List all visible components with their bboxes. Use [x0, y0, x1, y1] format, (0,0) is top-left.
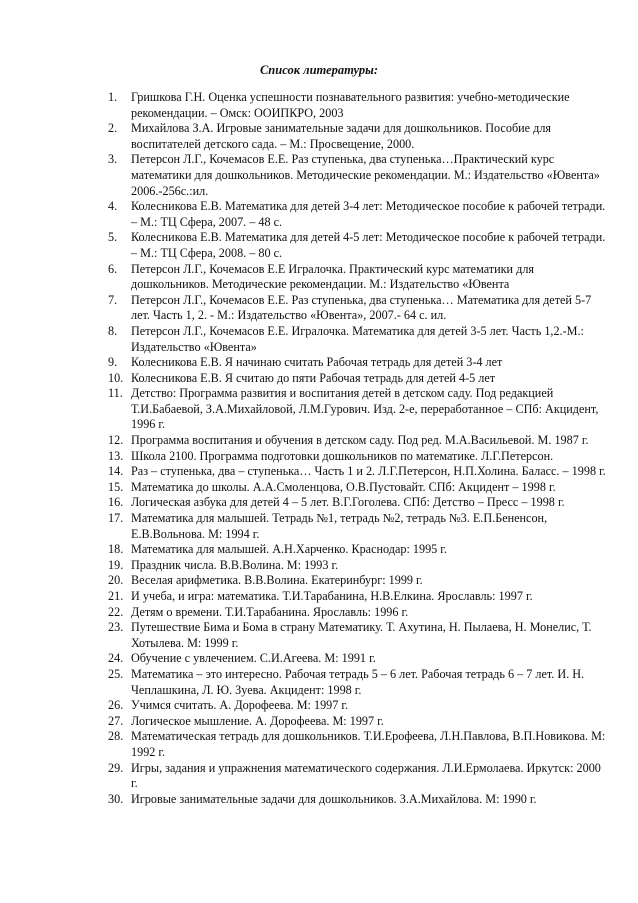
reference-text: Логическое мышление. А. Дорофеева. М: 1997 г.: [131, 713, 384, 728]
reference-text: Школа 2100. Программа подготовки дошкольников по математике. Л.Г.Петерсон.: [131, 448, 554, 463]
reference-text: Обучение с увлечением. С.И.Агеева. М: 1991 г.: [131, 651, 376, 666]
reference-text: Программа воспитания и обучения в детском саду. Под ред. М.А.Васильевой. М. 1987 г.: [131, 433, 589, 448]
reference-number: 18.: [108, 542, 124, 557]
reference-number: 8.: [108, 323, 118, 338]
reference-number: 11.: [108, 386, 123, 401]
reference-number: 9.: [108, 355, 118, 370]
reference-text: Математическая тетрадь для дошкольников. Т.И.Ерофеева, Л.Н.Павлова, В.П.Новикова. М: 1992 г.: [131, 729, 606, 759]
reference-number: 16.: [108, 495, 124, 510]
reference-number: 15.: [108, 479, 124, 494]
reference-item: [108, 293, 608, 324]
reference-item: [108, 698, 608, 714]
reference-number: 24.: [108, 651, 124, 666]
reference-item: [108, 495, 608, 511]
reference-number: 25.: [108, 666, 124, 681]
reference-text: Математика до школы. А.А.Смоленцова, О.В.Пустовайт. СПб: Акцидент – 1998 г.: [131, 479, 556, 494]
reference-number: 3.: [108, 152, 118, 167]
reference-item: [108, 573, 608, 589]
reference-number: 22.: [108, 604, 124, 619]
reference-text: Математика – это интересно. Рабочая тетрадь 5 – 6 лет. Рабочая тетрадь 6 – 7 лет. И. Н. Чеплашкина, Л. Ю. Зуева. Акцидент: 1998 г.: [131, 666, 585, 697]
reference-number: 30.: [108, 791, 124, 806]
reference-number: 12.: [108, 433, 124, 448]
reference-number: 5.: [108, 230, 118, 245]
page-title: Список литературы:: [259, 63, 379, 77]
reference-item: [108, 449, 608, 465]
reference-text: Праздник числа. В.В.Волина. М: 1993 г.: [131, 557, 339, 572]
reference-item: [108, 324, 608, 355]
reference-item: [108, 355, 608, 371]
reference-item: [108, 714, 608, 730]
reference-number: 1.: [108, 90, 118, 104]
reference-text: Петерсон Л.Г., Кочемасов Е.Е. Раз ступенька, два ступенька… Математика для детей 5-7 лет. Часть 1, 2. - М.: Издательство «Ювента», 2007.- 64 с. ил.: [131, 292, 592, 323]
reference-item: [108, 464, 608, 480]
reference-item: [108, 121, 608, 152]
reference-text: Колесникова Е.В. Я начинаю считать Рабочая тетрадь для детей 3-4 лет: [131, 355, 503, 370]
reference-number: 27.: [108, 713, 124, 728]
reference-text: Математика для малышей. А.Н.Харченко. Краснодар: 1995 г.: [131, 542, 447, 557]
reference-number: 19.: [108, 557, 124, 572]
reference-item: [108, 433, 608, 449]
reference-text: Веселая арифметика. В.В.Волина. Екатеринбург: 1999 г.: [131, 573, 423, 588]
reference-number: 29.: [108, 760, 124, 775]
reference-item: [108, 371, 608, 387]
reference-text: Колесникова Е.В. Я считаю до пяти Рабочая тетрадь для детей 4-5 лет: [131, 370, 496, 385]
reference-item: [108, 262, 608, 293]
reference-text: Колесникова Е.В. Математика для детей 3-4 лет: Методическое пособие к рабочей тетради. – М.: ТЦ Сфера, 2007. – 48 с.: [131, 199, 606, 229]
reference-item: [108, 589, 608, 605]
reference-item: [108, 199, 608, 230]
reference-text: Колесникова Е.В. Математика для детей 4-5 лет: Методическое пособие к рабочей тетради. – М.: ТЦ Сфера, 2008. – 80 с.: [131, 230, 606, 260]
reference-text: Детство: Программа развития и воспитания детей в детском саду. Под редакцией Т.И.Бабаевой, З.А.Михайловой, Л.М.Гурович. Изд. 2-е, переработанное – СПб: Акцидент, 1996 г.: [131, 386, 599, 432]
reference-item: [108, 558, 608, 574]
reference-text: Михайлова З.А. Игровые занимательные задачи для дошкольников. Пособие для воспитателей детского сада. – М.: Просвещение, 2000.: [131, 121, 552, 151]
reference-number: 23.: [108, 620, 124, 635]
reference-text: Петерсон Л.Г., Кочемасов Е.Е. Игралочка. Математика для детей 3-5 лет. Часть 1,2.-М.: Издательство «Ювента»: [131, 323, 584, 354]
reference-number: 7.: [108, 292, 118, 307]
reference-item: [108, 230, 608, 261]
reference-text: Гришкова Г.Н. Оценка успешности познавательного развития: учебно-методические рекомендации. – Омск: ООИПКРО, 2003: [131, 90, 570, 120]
reference-number: 21.: [108, 589, 124, 603]
reference-text: Игры, задания и упражнения математического содержания. Л.И.Ермолаева. Иркутск: 2000 г.: [131, 760, 601, 791]
reference-number: 6.: [108, 261, 118, 276]
reference-item: [108, 729, 608, 760]
reference-item: [108, 511, 608, 542]
reference-number: 26.: [108, 698, 124, 713]
reference-number: 2.: [108, 121, 118, 136]
reference-text: Раз – ступенька, два – ступенька… Часть 1 и 2. Л.Г.Петерсон, Н.П.Холина. Баласс. – 1998 г.: [131, 464, 606, 479]
reference-number: 4.: [108, 199, 118, 214]
reference-item: [108, 386, 608, 433]
reference-number: 14.: [108, 464, 124, 479]
reference-text: Петерсон Л.Г., Кочемасов Е.Е Игралочка. Практический курс математики для дошкольников. Методические рекомендации. М.: Издательство «Ювента: [131, 261, 535, 292]
reference-item: [108, 792, 608, 808]
reference-list: [108, 90, 608, 807]
reference-item: [108, 480, 608, 496]
reference-text: Логическая азбука для детей 4 – 5 лет. В.Г.Гоголева. СПб: Детство – Пресс – 1998 г.: [131, 495, 565, 510]
reference-item: [108, 761, 608, 792]
reference-item: [108, 651, 608, 667]
reference-text: Детям о времени. Т.И.Тарабанина. Ярославль: 1996 г.: [131, 604, 409, 619]
reference-item: [108, 605, 608, 621]
reference-text: Путешествие Бима и Бома в страну Математику. Т. Ахутина, Н. Пылаева, Н. Монелис, Т. Хотылева. М: 1999 г.: [131, 620, 592, 650]
reference-item: [108, 620, 608, 651]
reference-number: 17.: [108, 511, 124, 526]
reference-text: Учимся считать. А. Дорофеева. М: 1997 г.: [131, 698, 349, 713]
reference-text: И учеба, и игра: математика. Т.И.Тарабанина, Н.В.Елкина. Ярославль: 1997 г.: [131, 589, 533, 603]
reference-text: Петерсон Л.Г., Кочемасов Е.Е. Раз ступенька, два ступенька…Практический курс математики для дошкольников. Методические рекомендации. М.: Издательство «Ювента» 2006.-256с.:ил.: [131, 152, 600, 198]
reference-item: [108, 152, 608, 199]
reference-number: 13.: [108, 448, 124, 463]
reference-number: 10.: [108, 370, 124, 385]
reference-item: [108, 90, 608, 121]
reference-item: [108, 667, 608, 698]
reference-number: 28.: [108, 729, 124, 744]
reference-item: [108, 542, 608, 558]
reference-text: Игровые занимательные задачи для дошкольников. З.А.Михайлова. М: 1990 г.: [131, 791, 537, 806]
reference-text: Математика для малышей. Тетрадь №1, тетрадь №2, тетрадь №3. Е.П.Бененсон, Е.В.Вольнова. М: 1994 г.: [131, 511, 548, 541]
reference-number: 20.: [108, 573, 124, 588]
